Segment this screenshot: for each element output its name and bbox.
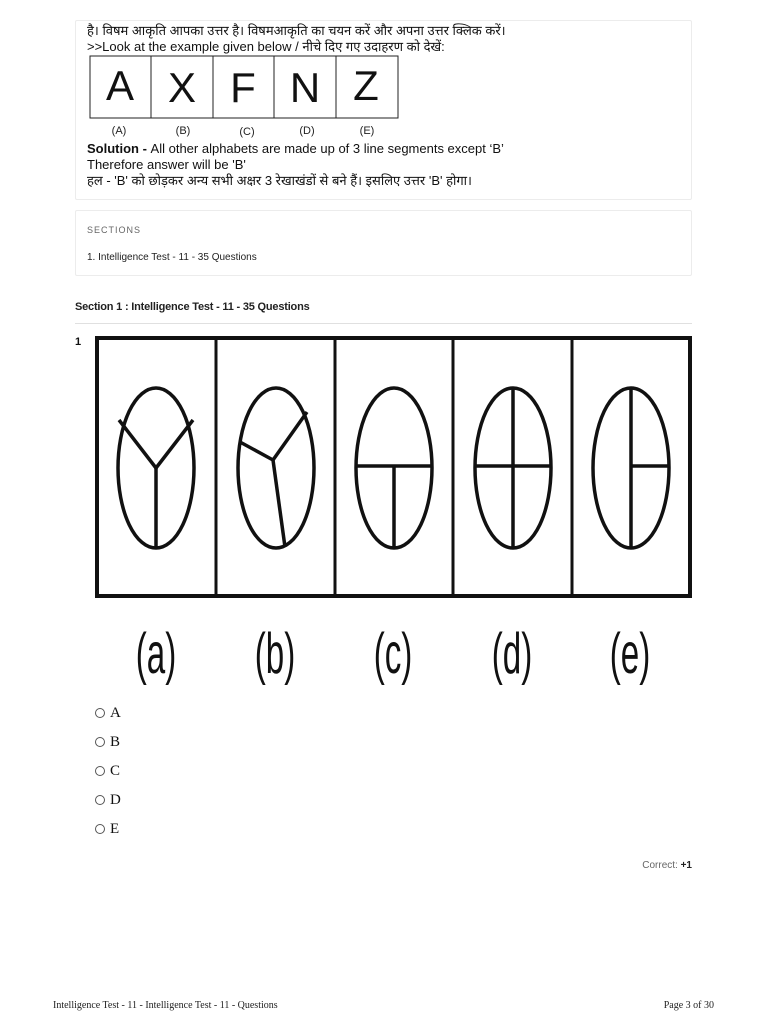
figure-label-e: (e): [609, 621, 651, 686]
figure-label-b: (b): [254, 621, 296, 686]
example-label-a: (A): [111, 125, 127, 137]
option-a[interactable]: [95, 704, 121, 722]
option-label: A: [110, 704, 121, 721]
therefore-line: Therefore answer will be 'B': [87, 157, 246, 172]
sections-card: [75, 210, 692, 276]
option-label: D: [110, 791, 121, 808]
example-label-c: (C): [239, 126, 255, 138]
option-label: B: [110, 733, 121, 750]
example-label-d: (D): [299, 125, 315, 137]
example-letter-b: X: [167, 64, 197, 111]
section-link-1[interactable]: 1. Intelligence Test - 11 - 35 Questions: [87, 252, 257, 263]
instruction-hindi-line: है। विषम आकृति आपका उत्तर है। विषमआकृति का चयन करें और अपना उत्तर क्लिक करें।: [87, 23, 506, 38]
figure-label-d: (d): [491, 621, 533, 686]
marks-value: +1: [680, 860, 692, 871]
marks-info: [642, 860, 692, 871]
footer-title: Intelligence Test - 11 - Intelligence Test - 11 - Questions: [53, 1000, 278, 1011]
example-label-b: (B): [175, 125, 191, 137]
radio-button-icon[interactable]: [95, 824, 105, 834]
question-figure: [95, 336, 692, 692]
figure-d: [475, 388, 551, 548]
page-number: Page 3 of 30: [663, 1000, 714, 1011]
solution-text: All other alphabets are made up of 3 line segments except ‘B’: [150, 141, 504, 156]
figure-e: [593, 388, 669, 548]
radio-button-icon[interactable]: [95, 708, 105, 718]
figure-a: [118, 388, 194, 548]
section-title: Section 1 : Intelligence Test - 11 - 35 Questions: [75, 301, 310, 313]
marks-label: Correct:: [642, 860, 681, 871]
instruction-card: [75, 20, 692, 200]
figure-b: [238, 388, 314, 548]
example-letter-table: [89, 55, 404, 141]
solution-line: [87, 141, 504, 157]
example-letter-a: A: [105, 62, 135, 109]
radio-button-icon[interactable]: [95, 795, 105, 805]
example-label-e: (E): [359, 125, 375, 137]
divider: [75, 323, 692, 324]
radio-button-icon[interactable]: [95, 766, 105, 776]
option-label: E: [110, 820, 120, 837]
example-letter-d: N: [289, 64, 321, 111]
option-b[interactable]: [95, 733, 120, 751]
radio-button-icon[interactable]: [95, 737, 105, 747]
option-e[interactable]: [95, 820, 119, 838]
option-label: C: [110, 762, 121, 779]
hindi-solution-line: हल - 'B' को छोड़कर अन्य सभी अक्षर 3 रेखाखंडों से बने हैं। इसलिए उत्तर 'B' होगा।: [87, 173, 472, 188]
figure-c: [356, 388, 432, 548]
question-number: 1: [75, 336, 82, 348]
example-letter-c: F: [230, 64, 256, 111]
figure-label-a: (a): [135, 621, 177, 686]
solution-prefix: Solution -: [87, 141, 151, 156]
option-d[interactable]: [95, 791, 121, 809]
example-letter-e: Z: [353, 62, 379, 109]
option-c[interactable]: [95, 762, 120, 780]
figure-label-c: (c): [373, 621, 413, 686]
example-intro: >>Look at the example given below / नीचे दिए गए उदाहरण को देखें:: [87, 39, 445, 54]
sections-heading: SECTIONS: [87, 225, 142, 235]
